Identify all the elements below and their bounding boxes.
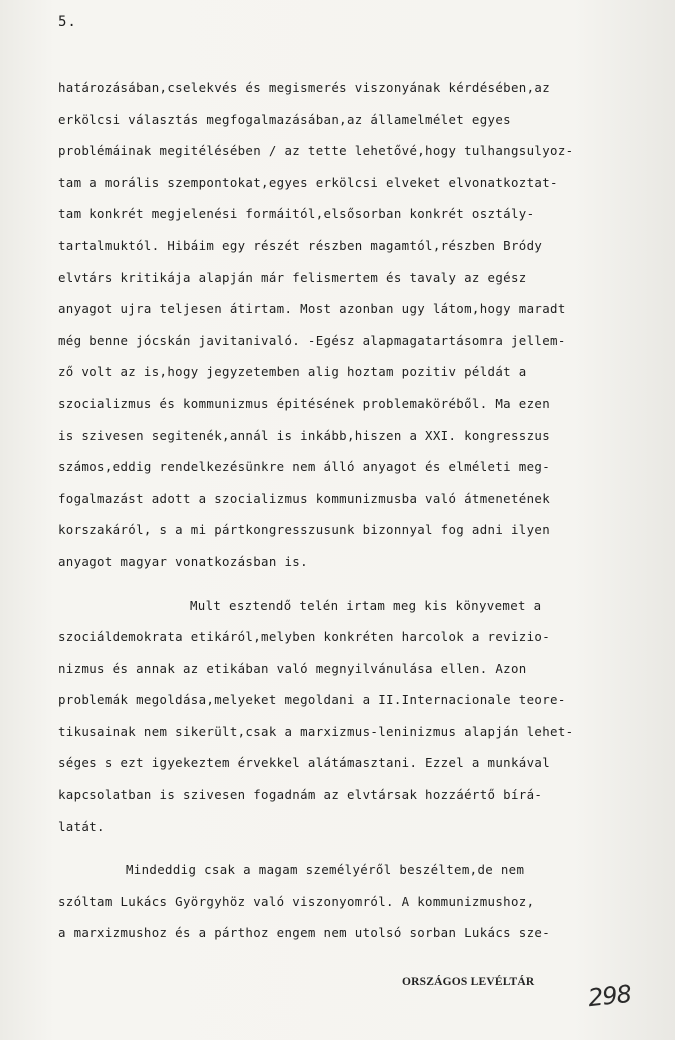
text-line: Mindeddig csak a magam személyéről beszéltem,de nem (126, 862, 525, 878)
text-line: problemák megoldása,melyeket megoldani a II.Internacionale teore- (58, 692, 566, 708)
text-line: tikusainak nem sikerült,csak a marxizmus-leninizmus alapján lehet- (58, 723, 574, 739)
page-number: 5. (58, 14, 77, 30)
text-line: szociáldemokrata etikáról,melyben konkréten harcolok a revizio- (58, 629, 551, 645)
text-line: tam konkrét megjelenési formáitól,elsősorban konkrét osztály- (58, 206, 535, 222)
text-line: számos,eddig rendelkezésünkre nem álló anyagot és elméleti meg- (58, 459, 551, 475)
text-line: elvtárs kritikája alapján már felismertem és tavaly az egész (58, 269, 527, 285)
text-line: anyagot ujra teljesen átirtam. Most azonban ugy látom,hogy maradt (58, 301, 566, 317)
text-line: korszakáról, s a mi pártkongresszusunk bizonnyal fog adni ilyen (58, 522, 551, 538)
text-line: kapcsolatban is szivesen fogadnám az elvtársak hozzáértő bírá- (58, 787, 543, 803)
text-line: Mult esztendő telén irtam meg kis könyvemet a (190, 597, 542, 613)
text-line: tartalmuktól. Hibáim egy részét részben magamtól,részben Bródy (58, 237, 543, 253)
text-line: séges s ezt igyekeztem érvekkel alátámasztani. Ezzel a munkával (58, 755, 551, 771)
text-line: a marxizmushoz és a párthoz engem nem utolsó sorban Lukács sze- (58, 925, 551, 941)
text-line: problémáinak megitélésében / az tette lehetővé,hogy tulhangsulyoz- (58, 143, 574, 159)
text-line: szocializmus és kommunizmus épitésének problemaköréből. Ma ezen (58, 395, 551, 411)
text-line: tam a morális szempontokat,egyes erkölcsi elveket elvonatkoztat- (58, 174, 558, 190)
handwritten-folio-number: 298 (586, 979, 633, 1013)
typed-letter-body (58, 72, 670, 949)
text-line: anyagot magyar vonatkozásban is. (58, 553, 308, 569)
text-line: erkölcsi választás megfogalmazásában,az államelmélet egyes (58, 111, 511, 127)
text-line: határozásában,cselekvés és megismerés viszonyának kérdésében,az (58, 80, 551, 95)
text-line: latát. (58, 818, 105, 834)
text-line: még benne jócskán javitanivaló. -Egész alapmagatartásomra jellem- (58, 332, 566, 348)
text-line: ző volt az is,hogy jegyzetemben alig hoztam pozitiv példát a (58, 364, 527, 380)
text-line: is szivesen segitenék,annál is inkább,hiszen a XXI. kongresszus (58, 427, 551, 443)
text-line: fogalmazást adott a szocializmus kommunizmusba való átmenetének (58, 490, 551, 506)
text-line: nizmus és annak az etikában való megnyilvánulása ellen. Azon (58, 660, 527, 676)
archive-stamp: ORSZÁGOS LEVÉLTÁR (402, 976, 535, 988)
text-line: szóltam Lukács Györgyhöz való viszonyomról. A kommunizmushoz, (58, 893, 535, 909)
paragraph-gap (58, 842, 670, 854)
paragraph-gap (58, 578, 670, 590)
